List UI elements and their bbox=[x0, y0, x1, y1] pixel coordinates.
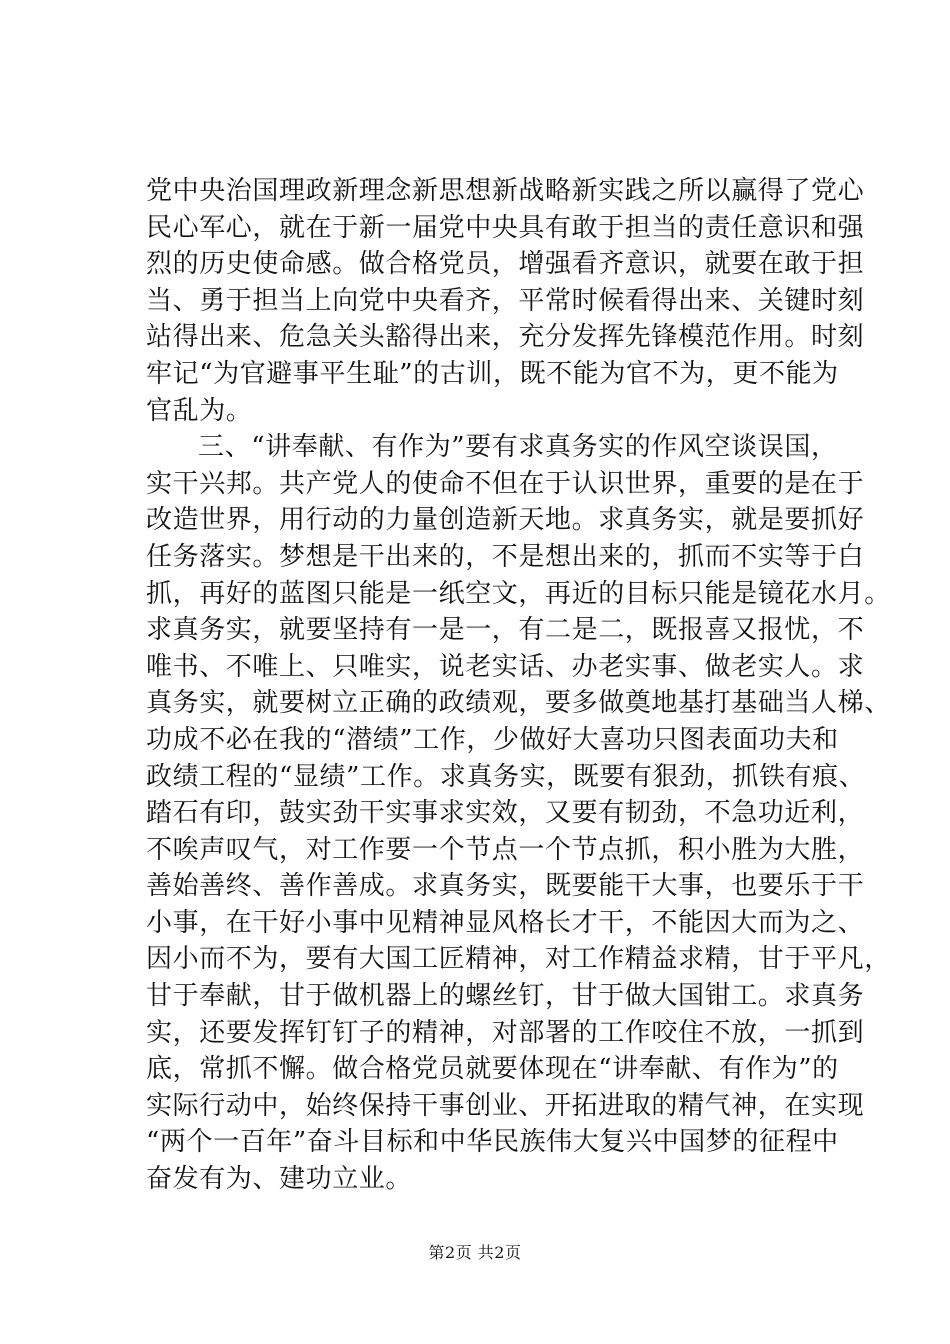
text-line: 实干兴邦。共产党人的使命不但在于认识世界，重要的是在于 bbox=[146, 468, 865, 499]
text-line: 官乱为。 bbox=[146, 395, 253, 426]
text-line: 奋发有为、建功立业。 bbox=[146, 1164, 413, 1195]
text-line: 不唉声叹气，对工作要一个节点一个节点抓，积小胜为大胜， bbox=[146, 834, 865, 865]
text-line: 实际行动中，始终保持干事创业、开拓进取的精气神，在实现 bbox=[146, 1090, 865, 1121]
text-line: 善始善终、善作善成。求真务实，既要能干大事，也要乐于干 bbox=[146, 871, 865, 902]
text-line: 甘于奉献，甘于做机器上的螺丝钉，甘于做大国钳工。求真务 bbox=[146, 981, 865, 1012]
text-line: 因小而不为，要有大国工匠精神，对工作精益求精，甘于平凡， bbox=[146, 944, 891, 975]
text-line: 底，常抓不懈。做合格党员就要体现在“讲奉献、有作为”的 bbox=[146, 1054, 839, 1085]
text-line: 踏石有印，鼓实劲干实事求实效，又要有韧劲，不急功近利， bbox=[146, 798, 865, 829]
text-line: 求真务实，就要坚持有一是一，有二是二，既报喜又报忧，不 bbox=[146, 615, 865, 646]
text-line: 改造世界，用行动的力量创造新天地。求真务实，就是要抓好 bbox=[146, 505, 865, 536]
text-line: 当、勇于担当上向党中央看齐，平常时候看得出来、关键时刻 bbox=[146, 285, 865, 316]
text-line: 小事，在干好小事中见精神显风格长才干，不能因大而为之、 bbox=[146, 907, 865, 938]
text-line: 实，还要发挥钉钉子的精神，对部署的工作咬住不放，一抓到 bbox=[146, 1017, 865, 1048]
text-line: 政绩工程的“显绩”工作。求真务实，既要有狠劲，抓铁有痕、 bbox=[146, 761, 866, 792]
text-line: 功成不必在我的“潜绩”工作，少做好大喜功只图表面功夫和 bbox=[146, 724, 839, 755]
text-line: 牢记“为官避事平生耻”的古训，既不能为官不为，更不能为 bbox=[146, 358, 839, 389]
page-footer bbox=[0, 1243, 950, 1263]
section-heading-line: 三、“讲奉献、有作为”要有求真务实的作风空谈误国， bbox=[198, 432, 838, 463]
text-line: 党中央治国理政新理念新思想新战略新实践之所以赢得了党心 bbox=[146, 176, 865, 206]
text-line: 站得出来、危急关头豁得出来，充分发挥先锋模范作用。时刻 bbox=[146, 322, 865, 353]
text-line: 真务实，就要树立正确的政绩观，要多做奠地基打基础当人梯、 bbox=[146, 688, 891, 719]
text-line: 唯书、不唯上、只唯实，说老实话、办老实事、做老实人。求 bbox=[146, 651, 865, 682]
page-number: 第2页 共2页 bbox=[428, 1243, 522, 1262]
text-line: “两个一百年”奋斗目标和中华民族伟大复兴中国梦的征程中 bbox=[146, 1127, 839, 1158]
text-line: 烈的历史使命感。做合格党员，增强看齐意识，就要在敢于担 bbox=[146, 249, 865, 280]
text-line: 抓，再好的蓝图只能是一纸空文，再近的目标只能是镜花水月。 bbox=[146, 578, 891, 609]
body-text bbox=[146, 173, 891, 1198]
text-line: 任务落实。梦想是干出来的，不是想出来的，抓而不实等于白 bbox=[146, 541, 865, 572]
text-line: 民心军心，就在于新一届党中央具有敢于担当的责任意识和强 bbox=[146, 212, 865, 243]
